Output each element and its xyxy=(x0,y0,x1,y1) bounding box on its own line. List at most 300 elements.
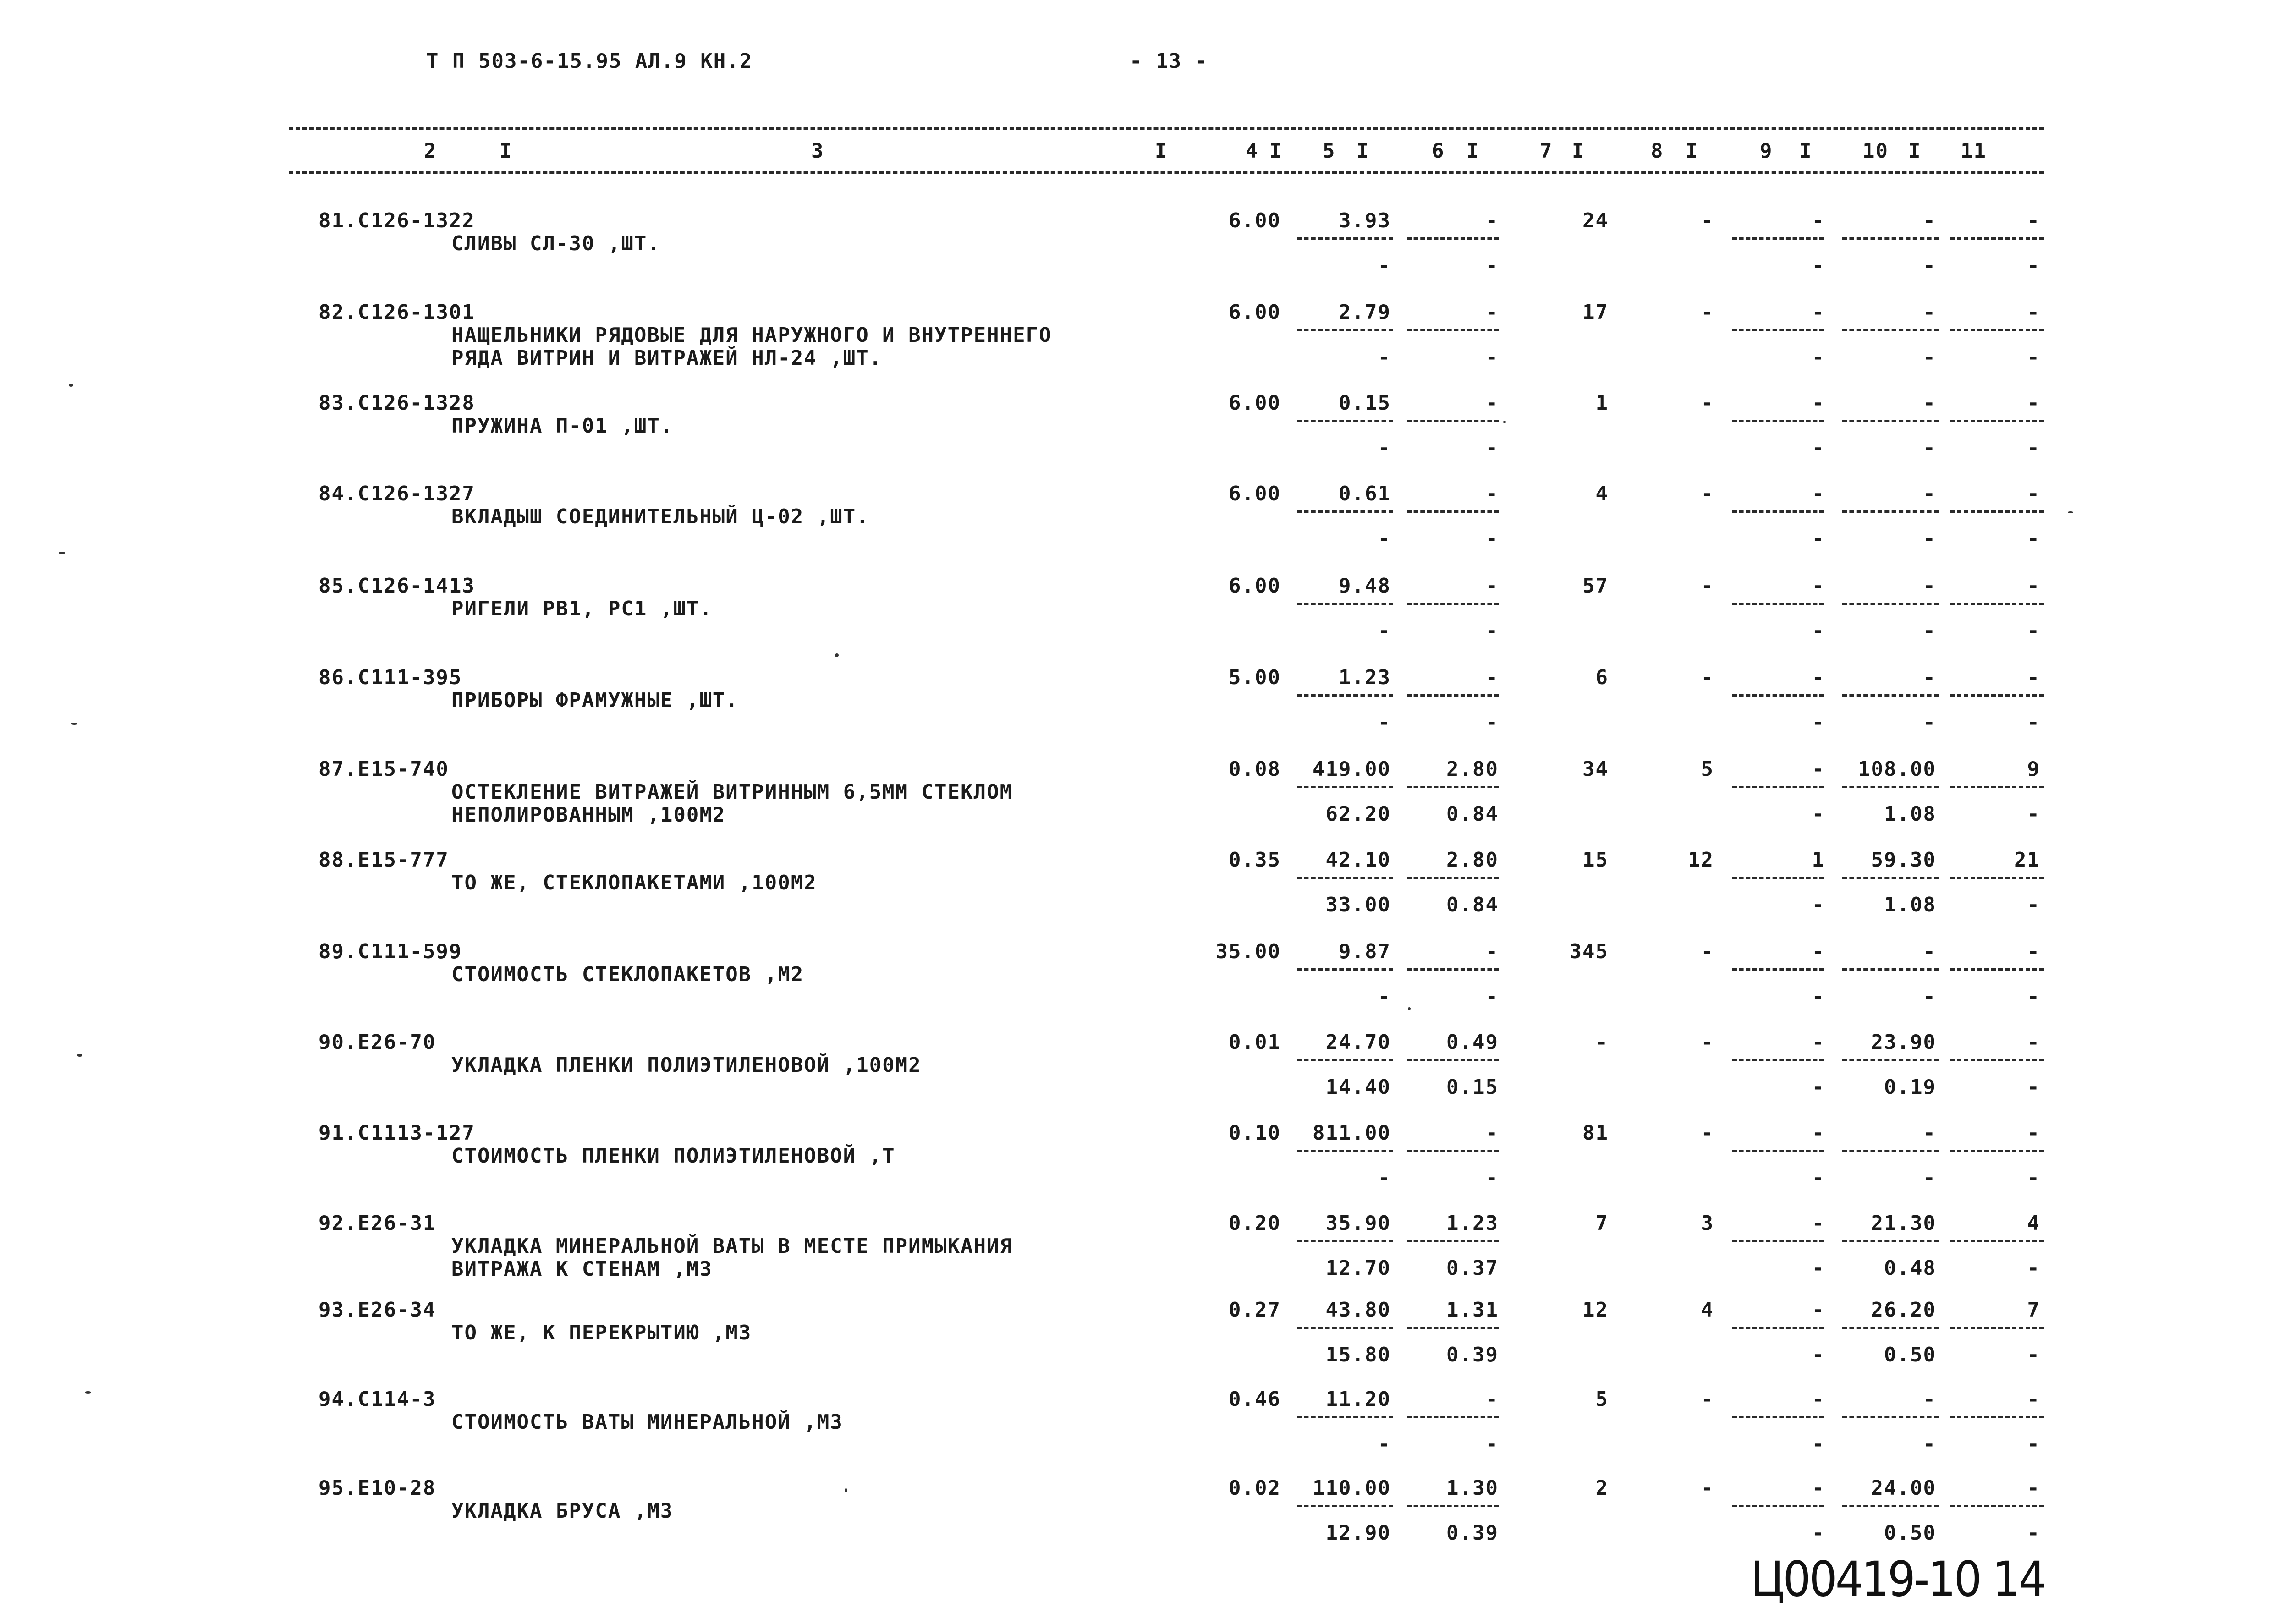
cell-c6b: - xyxy=(1485,1166,1499,1190)
cell-c9b: - xyxy=(1812,1256,1825,1280)
cell-separator xyxy=(1407,968,1499,971)
cell-c11: - xyxy=(2027,301,2040,324)
item-description: ОСТЕКЛЕНИЕ ВИТРАЖЕЙ ВИТРИННЫМ 6,5ММ СТЕКЛОМ xyxy=(451,780,1013,804)
cell-c5: 419.00 xyxy=(1313,757,1391,781)
scan-speck xyxy=(1503,421,1506,423)
cell-c6b: 0.37 xyxy=(1446,1256,1499,1280)
cell-c10b: 1.08 xyxy=(1884,802,1936,826)
cell-c4: 0.01 xyxy=(1229,1031,1281,1054)
item-description: УКЛАДКА ПЛЕНКИ ПОЛИЭТИЛЕНОВОЙ ,100М2 xyxy=(451,1053,922,1077)
column-header-7: I xyxy=(1357,139,1370,163)
cell-c6b: - xyxy=(1485,985,1499,1008)
cell-c10: 26.20 xyxy=(1871,1298,1936,1322)
item-description: РЯДА ВИТРИН И ВИТРАЖЕЙ НЛ-24 ,ШТ. xyxy=(451,346,883,370)
cell-c4: 6.00 xyxy=(1229,391,1281,415)
cell-c6b: - xyxy=(1485,254,1499,277)
header-bottom-rule xyxy=(289,171,2044,174)
cell-separator xyxy=(1297,1327,1393,1329)
column-header-2: 3 xyxy=(811,139,824,163)
item-code: 89.С111-599 xyxy=(319,940,462,963)
cell-c11: 21 xyxy=(2014,848,2040,872)
cell-c6: - xyxy=(1485,391,1499,415)
item-code: 95.Е10-28 xyxy=(319,1476,436,1500)
cell-c6: 2.80 xyxy=(1446,848,1499,872)
cell-separator xyxy=(1842,237,1939,240)
column-header-10: 7 xyxy=(1540,139,1553,163)
cell-c8: - xyxy=(1701,1388,1714,1411)
cell-separator xyxy=(1842,877,1939,879)
cell-c6b: - xyxy=(1485,711,1499,734)
cell-separator xyxy=(1732,1240,1824,1242)
cell-c11: 4 xyxy=(2027,1212,2040,1235)
cell-c11b: - xyxy=(2027,527,2040,550)
cell-c10b: - xyxy=(1923,254,1936,277)
cell-separator xyxy=(1950,968,2044,971)
column-header-1: I xyxy=(500,139,513,163)
cell-c5b: - xyxy=(1378,985,1391,1008)
cell-separator xyxy=(1950,786,2044,788)
cell-c11b: - xyxy=(2027,346,2040,369)
cell-separator xyxy=(1950,329,2044,331)
scan-speck xyxy=(59,552,65,554)
cell-c4: 0.20 xyxy=(1229,1212,1281,1235)
cell-separator xyxy=(1732,1327,1824,1329)
cell-c5: 110.00 xyxy=(1313,1476,1391,1500)
column-header-4: 4 xyxy=(1246,139,1259,163)
cell-c11: - xyxy=(2027,1121,2040,1145)
column-header-16: 10 xyxy=(1862,139,1889,163)
cell-c5: 1.23 xyxy=(1339,666,1391,689)
cell-separator xyxy=(1407,510,1499,513)
scan-speck xyxy=(835,653,839,657)
cell-c5: 43.80 xyxy=(1325,1298,1391,1322)
cell-c6: 1.23 xyxy=(1446,1212,1499,1235)
cell-separator xyxy=(1297,786,1393,788)
cell-c9b: - xyxy=(1812,711,1825,734)
cell-separator xyxy=(1842,420,1939,422)
cell-separator xyxy=(1407,1059,1499,1061)
column-header-5: I xyxy=(1269,139,1283,163)
cell-c10: 21.30 xyxy=(1871,1212,1936,1235)
cell-separator xyxy=(1297,1240,1393,1242)
cell-c8: 3 xyxy=(1701,1212,1714,1235)
cell-c9: - xyxy=(1812,757,1825,781)
cell-c8: - xyxy=(1701,301,1714,324)
scan-speck xyxy=(85,1391,91,1394)
cell-separator xyxy=(1732,420,1824,422)
cell-c4: 0.27 xyxy=(1229,1298,1281,1322)
cell-c6: 0.49 xyxy=(1446,1031,1499,1054)
cell-c11: - xyxy=(2027,391,2040,415)
item-description: ПРИБОРЫ ФРАМУЖНЫЕ ,ШТ. xyxy=(451,689,739,712)
cell-separator xyxy=(1950,603,2044,605)
item-description: РИГЕЛИ РВ1, РС1 ,ШТ. xyxy=(451,597,713,620)
cell-separator xyxy=(1407,1505,1499,1507)
cell-c7: - xyxy=(1595,1031,1609,1054)
cell-c10: - xyxy=(1923,1121,1936,1145)
cell-c5b: 15.80 xyxy=(1325,1343,1391,1366)
column-header-12: 8 xyxy=(1651,139,1664,163)
scan-speck xyxy=(2068,511,2073,513)
cell-c11b: - xyxy=(2027,711,2040,734)
cell-c8: - xyxy=(1701,482,1714,505)
cell-c10b: - xyxy=(1923,527,1936,550)
cell-c9: - xyxy=(1812,1388,1825,1411)
cell-c6: - xyxy=(1485,1388,1499,1411)
cell-c11b: - xyxy=(2027,985,2040,1008)
cell-c7: 2 xyxy=(1595,1476,1609,1500)
cell-c10: - xyxy=(1923,482,1936,505)
cell-c9: - xyxy=(1812,1212,1825,1235)
cell-separator xyxy=(1732,786,1824,788)
cell-separator xyxy=(1732,603,1824,605)
cell-c11: 9 xyxy=(2027,757,2040,781)
cell-c11b: - xyxy=(2027,1521,2040,1545)
item-code: 90.Е26-70 xyxy=(319,1031,436,1054)
cell-separator xyxy=(1732,877,1824,879)
cell-c8: - xyxy=(1701,1121,1714,1145)
cell-c11: - xyxy=(2027,482,2040,505)
cell-c8: - xyxy=(1701,391,1714,415)
cell-c5b: - xyxy=(1378,1166,1391,1190)
cell-c11: - xyxy=(2027,666,2040,689)
cell-separator xyxy=(1732,510,1824,513)
cell-c6b: - xyxy=(1485,527,1499,550)
cell-c11: - xyxy=(2027,209,2040,232)
cell-c8: - xyxy=(1701,1031,1714,1054)
cell-separator xyxy=(1842,329,1939,331)
cell-separator xyxy=(1842,603,1939,605)
item-description: УКЛАДКА БРУСА ,М3 xyxy=(451,1499,674,1523)
cell-c4: 6.00 xyxy=(1229,482,1281,505)
cell-separator xyxy=(1297,1059,1393,1061)
cell-c6: - xyxy=(1485,666,1499,689)
cell-c10: - xyxy=(1923,1388,1936,1411)
item-description: НАЩЕЛЬНИКИ РЯДОВЫЕ ДЛЯ НАРУЖНОГО И ВНУТРЕННЕГО xyxy=(451,324,1052,347)
cell-c6b: 0.15 xyxy=(1446,1075,1499,1099)
cell-separator xyxy=(1297,329,1393,331)
cell-separator xyxy=(1297,1505,1393,1507)
cell-c9: - xyxy=(1812,574,1825,598)
cell-c6b: 0.84 xyxy=(1446,893,1499,916)
cell-c9: - xyxy=(1812,209,1825,232)
cell-c5b: - xyxy=(1378,436,1391,460)
cell-separator xyxy=(1297,237,1393,240)
cell-c4: 0.35 xyxy=(1229,848,1281,872)
cell-c11: - xyxy=(2027,940,2040,963)
cell-c6: - xyxy=(1485,301,1499,324)
cell-c6: - xyxy=(1485,482,1499,505)
cell-c5: 9.48 xyxy=(1339,574,1391,598)
cell-c6b: 0.39 xyxy=(1446,1343,1499,1366)
cell-c11b: - xyxy=(2027,1166,2040,1190)
cell-c10b: - xyxy=(1923,985,1936,1008)
cell-c5: 3.93 xyxy=(1339,209,1391,232)
cell-c9b: - xyxy=(1812,254,1825,277)
cell-c5: 35.90 xyxy=(1325,1212,1391,1235)
cell-separator xyxy=(1297,1150,1393,1152)
page-number: - 13 - xyxy=(1130,49,1208,73)
cell-c7: 5 xyxy=(1595,1388,1609,1411)
item-description: СЛИВЫ СЛ-30 ,ШТ. xyxy=(451,232,660,255)
handwritten-code: Ц00419-10 14 xyxy=(1751,1551,2045,1608)
cell-c5b: - xyxy=(1378,1432,1391,1456)
cell-separator xyxy=(1407,329,1499,331)
cell-c8: - xyxy=(1701,209,1714,232)
scan-speck xyxy=(1408,1007,1411,1010)
item-description: ТО ЖЕ, СТЕКЛОПАКЕТАМИ ,100М2 xyxy=(451,871,817,894)
cell-c10b: 0.50 xyxy=(1884,1343,1936,1366)
cell-c8: - xyxy=(1701,1476,1714,1500)
cell-separator xyxy=(1732,968,1824,971)
cell-c7: 34 xyxy=(1582,757,1609,781)
scan-speck xyxy=(77,1054,82,1057)
item-code: 93.Е26-34 xyxy=(319,1298,436,1322)
cell-separator xyxy=(1950,1416,2044,1418)
cell-c10b: - xyxy=(1923,436,1936,460)
cell-c9: - xyxy=(1812,1298,1825,1322)
cell-separator xyxy=(1407,1416,1499,1418)
column-header-18: 11 xyxy=(1961,139,1987,163)
cell-separator xyxy=(1297,420,1393,422)
cell-c9: - xyxy=(1812,940,1825,963)
cell-separator xyxy=(1407,1240,1499,1242)
cell-c9b: - xyxy=(1812,1075,1825,1099)
cell-c6: 1.31 xyxy=(1446,1298,1499,1322)
cell-c7: 1 xyxy=(1595,391,1609,415)
cell-separator xyxy=(1407,877,1499,879)
cell-separator xyxy=(1407,237,1499,240)
scan-speck xyxy=(69,384,73,387)
cell-c9: - xyxy=(1812,1031,1825,1054)
cell-c9b: - xyxy=(1812,985,1825,1008)
cell-separator xyxy=(1842,1240,1939,1242)
cell-separator xyxy=(1407,786,1499,788)
cell-c9: 1 xyxy=(1812,848,1825,872)
cell-separator xyxy=(1950,510,2044,513)
cell-separator xyxy=(1297,877,1393,879)
cell-c5b: - xyxy=(1378,346,1391,369)
cell-c9b: - xyxy=(1812,1521,1825,1545)
cell-c8: 4 xyxy=(1701,1298,1714,1322)
cell-c11b: - xyxy=(2027,1256,2040,1280)
item-description: ВКЛАДЫШ СОЕДИНИТЕЛЬНЫЙ Ц-02 ,ШТ. xyxy=(451,505,869,528)
item-description: СТОИМОСТЬ ВАТЫ МИНЕРАЛЬНОЙ ,М3 xyxy=(451,1410,843,1434)
column-header-8: 6 xyxy=(1432,139,1445,163)
cell-c9: - xyxy=(1812,1121,1825,1145)
cell-separator xyxy=(1297,1416,1393,1418)
cell-c5b: 12.70 xyxy=(1325,1256,1391,1280)
cell-c11b: - xyxy=(2027,619,2040,642)
cell-c10b: 0.19 xyxy=(1884,1075,1936,1099)
cell-separator xyxy=(1950,420,2044,422)
cell-c11: - xyxy=(2027,1476,2040,1500)
cell-c10b: - xyxy=(1923,1432,1936,1456)
item-code: 85.С126-1413 xyxy=(319,574,475,598)
cell-c5: 11.20 xyxy=(1325,1388,1391,1411)
cell-c6b: - xyxy=(1485,346,1499,369)
column-header-0: 2 xyxy=(424,139,437,163)
item-code: 88.Е15-777 xyxy=(319,848,449,872)
column-header-9: I xyxy=(1467,139,1480,163)
cell-separator xyxy=(1732,237,1824,240)
cell-c6b: 0.84 xyxy=(1446,802,1499,826)
cell-c4: 0.46 xyxy=(1229,1388,1281,1411)
item-description: УКЛАДКА МИНЕРАЛЬНОЙ ВАТЫ В МЕСТЕ ПРИМЫКАНИЯ xyxy=(451,1234,1013,1258)
cell-c6: 1.30 xyxy=(1446,1476,1499,1500)
cell-c10: 59.30 xyxy=(1871,848,1936,872)
cell-c10b: 0.50 xyxy=(1884,1521,1936,1545)
cell-c6b: - xyxy=(1485,619,1499,642)
column-header-13: I xyxy=(1686,139,1699,163)
cell-c9b: - xyxy=(1812,802,1825,826)
item-code: 92.Е26-31 xyxy=(319,1212,436,1235)
document-reference: Т П 503-6-15.95 АЛ.9 КН.2 xyxy=(426,49,753,73)
cell-c9: - xyxy=(1812,301,1825,324)
cell-c4: 5.00 xyxy=(1229,666,1281,689)
cell-c9b: - xyxy=(1812,346,1825,369)
cell-c9b: - xyxy=(1812,436,1825,460)
item-code: 87.Е15-740 xyxy=(319,757,449,781)
cell-c11: - xyxy=(2027,1031,2040,1054)
cell-c10b: 1.08 xyxy=(1884,893,1936,916)
item-code: 94.С114-3 xyxy=(319,1388,436,1411)
cell-c5: 42.10 xyxy=(1325,848,1391,872)
cell-separator xyxy=(1950,877,2044,879)
cell-c9: - xyxy=(1812,666,1825,689)
scan-speck xyxy=(71,723,77,725)
cell-c5: 811.00 xyxy=(1313,1121,1391,1145)
cell-c11b: - xyxy=(2027,254,2040,277)
scan-speck xyxy=(845,1488,847,1492)
cell-separator xyxy=(1732,1416,1824,1418)
cell-c7: 12 xyxy=(1582,1298,1609,1322)
cell-c9b: - xyxy=(1812,1166,1825,1190)
cell-c6b: - xyxy=(1485,1432,1499,1456)
cell-c8: 12 xyxy=(1688,848,1714,872)
column-header-11: I xyxy=(1572,139,1585,163)
cell-separator xyxy=(1297,694,1393,697)
cell-separator xyxy=(1842,1327,1939,1329)
cell-separator xyxy=(1407,420,1499,422)
cell-separator xyxy=(1297,603,1393,605)
cell-c10b: 0.48 xyxy=(1884,1256,1936,1280)
item-description: ТО ЖЕ, К ПЕРЕКРЫТИЮ ,М3 xyxy=(451,1321,752,1344)
header-top-rule xyxy=(289,127,2044,130)
cell-c10: - xyxy=(1923,940,1936,963)
cell-c6b: 0.39 xyxy=(1446,1521,1499,1545)
cell-c5b: - xyxy=(1378,527,1391,550)
cell-separator xyxy=(1297,510,1393,513)
cell-c11b: - xyxy=(2027,802,2040,826)
cell-separator xyxy=(1842,1059,1939,1061)
cell-c11b: - xyxy=(2027,1075,2040,1099)
cell-c8: 5 xyxy=(1701,757,1714,781)
cell-c4: 6.00 xyxy=(1229,301,1281,324)
cell-c9b: - xyxy=(1812,1432,1825,1456)
cell-separator xyxy=(1732,1150,1824,1152)
cell-c8: - xyxy=(1701,940,1714,963)
cell-separator xyxy=(1950,1150,2044,1152)
cell-c4: 6.00 xyxy=(1229,574,1281,598)
cell-c5b: 14.40 xyxy=(1325,1075,1391,1099)
item-description: СТОИМОСТЬ СТЕКЛОПАКЕТОВ ,М2 xyxy=(451,963,804,986)
cell-separator xyxy=(1407,1150,1499,1152)
cell-c7: 7 xyxy=(1595,1212,1609,1235)
item-code: 91.С1113-127 xyxy=(319,1121,475,1145)
cell-c10: 108.00 xyxy=(1858,757,1936,781)
cell-c5: 0.61 xyxy=(1339,482,1391,505)
cell-c4: 6.00 xyxy=(1229,209,1281,232)
cell-separator xyxy=(1842,1505,1939,1507)
cell-c10: - xyxy=(1923,209,1936,232)
cell-separator xyxy=(1407,694,1499,697)
cell-c9: - xyxy=(1812,482,1825,505)
cell-c10: 23.90 xyxy=(1871,1031,1936,1054)
column-header-6: 5 xyxy=(1323,139,1336,163)
cell-separator xyxy=(1732,329,1824,331)
cell-c11b: - xyxy=(2027,1343,2040,1366)
cell-c6: - xyxy=(1485,209,1499,232)
cell-c7: 57 xyxy=(1582,574,1609,598)
cell-c10b: - xyxy=(1923,346,1936,369)
item-description: ВИТРАЖА К СТЕНАМ ,М3 xyxy=(451,1257,713,1281)
cell-separator xyxy=(1407,603,1499,605)
cell-c10: - xyxy=(1923,666,1936,689)
cell-c4: 35.00 xyxy=(1215,940,1281,963)
item-code: 82.С126-1301 xyxy=(319,301,475,324)
cell-c8: - xyxy=(1701,666,1714,689)
cell-c8: - xyxy=(1701,574,1714,598)
cell-separator xyxy=(1950,1059,2044,1061)
cell-c10: - xyxy=(1923,574,1936,598)
cell-separator xyxy=(1842,694,1939,697)
cell-separator xyxy=(1842,1150,1939,1152)
cell-c9b: - xyxy=(1812,893,1825,916)
cell-c11b: - xyxy=(2027,436,2040,460)
cell-c9b: - xyxy=(1812,527,1825,550)
cell-separator xyxy=(1842,786,1939,788)
item-code: 81.С126-1322 xyxy=(319,209,475,232)
cell-c4: 0.10 xyxy=(1229,1121,1281,1145)
cell-separator xyxy=(1842,510,1939,513)
cell-c4: 0.02 xyxy=(1229,1476,1281,1500)
cell-separator xyxy=(1842,968,1939,971)
cell-separator xyxy=(1407,1327,1499,1329)
cell-c5b: 62.20 xyxy=(1325,802,1391,826)
cell-c6: - xyxy=(1485,574,1499,598)
cell-separator xyxy=(1842,1416,1939,1418)
item-code: 83.С126-1328 xyxy=(319,391,475,415)
cell-c5: 9.87 xyxy=(1339,940,1391,963)
cell-c9b: - xyxy=(1812,619,1825,642)
cell-c4: 0.08 xyxy=(1229,757,1281,781)
cell-c5b: 33.00 xyxy=(1325,893,1391,916)
cell-c5b: 12.90 xyxy=(1325,1521,1391,1545)
cell-c5: 24.70 xyxy=(1325,1031,1391,1054)
cell-c5b: - xyxy=(1378,711,1391,734)
item-code: 84.С126-1327 xyxy=(319,482,475,505)
cell-c6b: - xyxy=(1485,436,1499,460)
cell-c11: 7 xyxy=(2027,1298,2040,1322)
cell-c11b: - xyxy=(2027,1432,2040,1456)
cell-separator xyxy=(1732,1505,1824,1507)
cell-c7: 6 xyxy=(1595,666,1609,689)
item-code: 86.С111-395 xyxy=(319,666,462,689)
cell-c6: 2.80 xyxy=(1446,757,1499,781)
cell-separator xyxy=(1950,1240,2044,1242)
item-description: ПРУЖИНА П-01 ,ШТ. xyxy=(451,414,674,438)
